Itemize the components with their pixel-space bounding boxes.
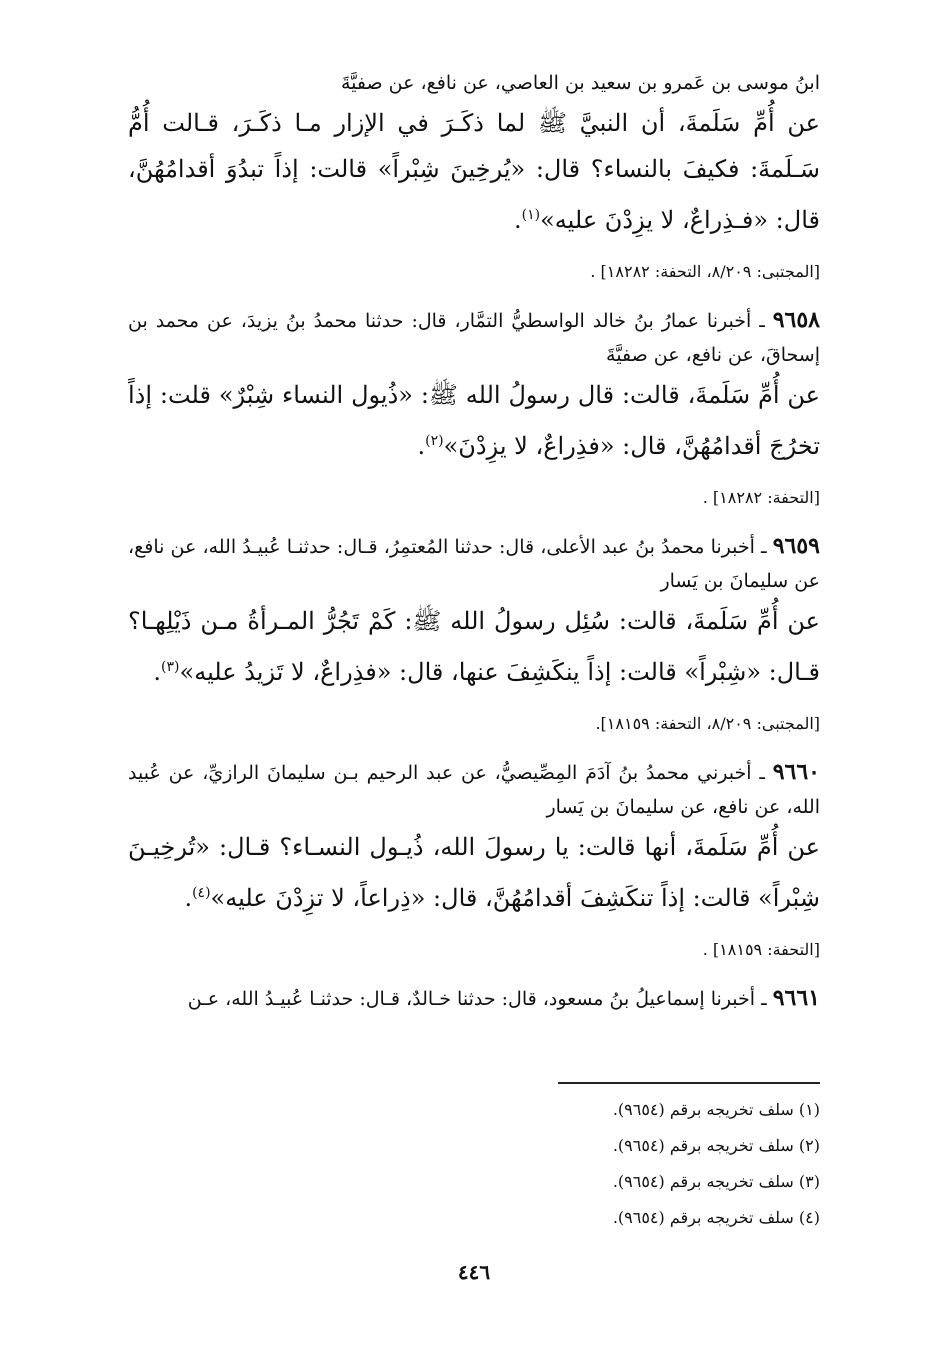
hadith-text: عن أُمِّ سَلَمةَ، أن النبيَّ ﷺ لما ذكَـرَ في الإزار مـا ذكَـرَ، قـالت أُمُّ سَـلَمةَ: فكيفَ بالنساء؟ قال: «يُرخِينَ شِبْراً» قالت: إذاً تبدُوَ أقدامُهُنَّ، قال: «فـذِراعٌ، لا يزِدْنَ عليه»$^{(١)}$. — [128, 109, 821, 234]
isnad-chain — [128, 529, 820, 598]
hadith-text: عن أُمِّ سَلَمةَ، أنها قالت: يا رسولَ الله، ذُيـول النسـاء؟ قـال: «تُرخِيـنَ شِبْراً» قالت: إذاً تنكَشِفَ أقدامُهُنَّ، قال: «ذِراعاً، لا تزِدْنَ عليه»$^{(٤)}$. — [128, 833, 820, 912]
isnad-chain: ابنُ موسى بن عَمرو بن سعيد بن العاصي، عن نافع، عن صفيَّةَ — [340, 72, 820, 94]
footnote-mark: (٤) — [192, 885, 211, 901]
matn-body: عن أُمِّ سَلَمةَ، قالت: سُئِل رسولُ الله ﷺ: كَمْ تَجُرُّ المـرأةُ مـن ذَيْلِهـا؟ قـال: «شِبْراً» قالت: إذاً ينكَشِفَ عنها، قال: «فذِراعٌ، لا تَزيدُ عليه» — [128, 607, 820, 686]
isnad-chain — [128, 981, 820, 1016]
chain-text: ـ أخبرنا محمدُ بنُ عبد الأعلى، قال: حدثنا المُعتمِرُ، قـال: حدثنـا عُبيـدُ الله، عن نافع، عن سليمانَ بن يَسار — [128, 536, 820, 592]
hadith-9658 — [128, 303, 820, 511]
reference-note: [التحفة: ١٨١٥٩] . — [702, 940, 820, 959]
footnote-mark: (١) — [521, 207, 541, 223]
isnad-chain — [128, 755, 820, 824]
footnote-item: (١) سلف تخريجه برقم (٩٦٥٤). — [612, 1100, 820, 1119]
footnote-item: (٢) سلف تخريجه برقم (٩٦٥٤). — [612, 1136, 820, 1155]
reference-note: [المجتبى: ٨/٢٠٩، التحفة: ١٨١٥٩]. — [595, 714, 820, 733]
footnotes — [128, 1092, 820, 1236]
hadith-9661 — [128, 981, 820, 1016]
reference-note: [المجتبى: ٨/٢٠٩، التحفة: ١٨٢٨٢] . — [590, 262, 820, 281]
hadith-text: عن أُمِّ سَلَمةَ، قالت: سُئِل رسولُ الله ﷺ: كَمْ تَجُرُّ المـرأةُ مـن ذَيْلِهـا؟ قـال: «شِبْراً» قالت: إذاً ينكَشِفَ عنها، قال: «فذِراعٌ، لا تَزيدُ عليه»$^{(٣)}$. — [128, 607, 820, 686]
hadith-continuation — [128, 66, 820, 285]
footnote-mark: (٢) — [425, 433, 444, 449]
hadith-number: ٩٦٥٨ — [772, 307, 820, 333]
hadith-9659 — [128, 529, 820, 737]
isnad-chain — [128, 303, 820, 372]
hadith-number: ٩٦٦٠ — [772, 759, 820, 785]
reference-note: [التحفة: ١٨٢٨٢] . — [702, 488, 820, 507]
page-number: ٤٤٦ — [457, 1260, 491, 1284]
main-text — [128, 66, 820, 1016]
footnote-mark: (٣) — [161, 659, 180, 675]
hadith-number: ٩٦٥٩ — [772, 533, 820, 559]
hadith-number: ٩٦٦١ — [772, 985, 820, 1011]
hadith-9660 — [128, 755, 820, 963]
matn-body: عن أُمِّ سَلَمةَ، أن النبيَّ ﷺ لما ذكَـرَ في الإزار مـا ذكَـرَ، قـالت أُمُّ سَـلَمةَ: فكيفَ بالنساء؟ قال: «يُرخِينَ شِبْراً» قالت: إذاً تبدُوَ أقدامُهُنَّ، قال: «فـذِراعٌ، لا يزِدْنَ عليه» — [128, 109, 821, 234]
matn-body: عن أُمِّ سَلَمةَ، قالت: قال رسولُ الله ﷺ: «ذُيول النساء شِبْرٌ» قلت: إذاً تخرُجَ أقدامُهُنَّ، قال: «فذِراعٌ، لا يزِدْنَ» — [128, 381, 820, 460]
chain-text: ـ أخبرني محمدُ بنُ آدَمَ المِصِّيصيُّ، عن عبد الرحيم بـن سليمانَ الرازيِّ، عن عُبيد الله، عن نافع، عن سليمانَ بن يَسار — [128, 762, 820, 818]
matn-body: عن أُمِّ سَلَمةَ، أنها قالت: يا رسولَ الله، ذُيـول النسـاء؟ قـال: «تُرخِيـنَ شِبْراً» قالت: إذاً تنكَشِفَ أقدامُهُنَّ، قال: «ذِراعاً، لا تزِدْنَ عليه» — [128, 833, 820, 912]
chain-text: ـ أخبرنا عمارُ بنُ خالد الواسطيُّ التمَّار، قال: حدثنا محمدُ بنُ يزيدَ، عن محمد بن إسحاقَ، عن نافع، عن صفيَّةَ — [128, 310, 820, 366]
footnote-item: (٤) سلف تخريجه برقم (٩٦٥٤). — [612, 1208, 820, 1227]
chain-text: ـ أخبرنا إسماعيلُ بنُ مسعود، قال: حدثنا خـالدٌ، قـال: حدثنـا عُبيـدُ الله، عـن — [187, 988, 767, 1010]
footnote-divider — [558, 1082, 820, 1084]
footnote-item: (٣) سلف تخريجه برقم (٩٦٥٤). — [612, 1172, 820, 1191]
hadith-text: عن أُمِّ سَلَمةَ، قالت: قال رسولُ الله ﷺ: «ذُيول النساء شِبْرٌ» قلت: إذاً تخرُجَ أقدامُهُنَّ، قال: «فذِراعٌ، لا يزِدْنَ»$^{(٢)}$. — [128, 381, 820, 460]
